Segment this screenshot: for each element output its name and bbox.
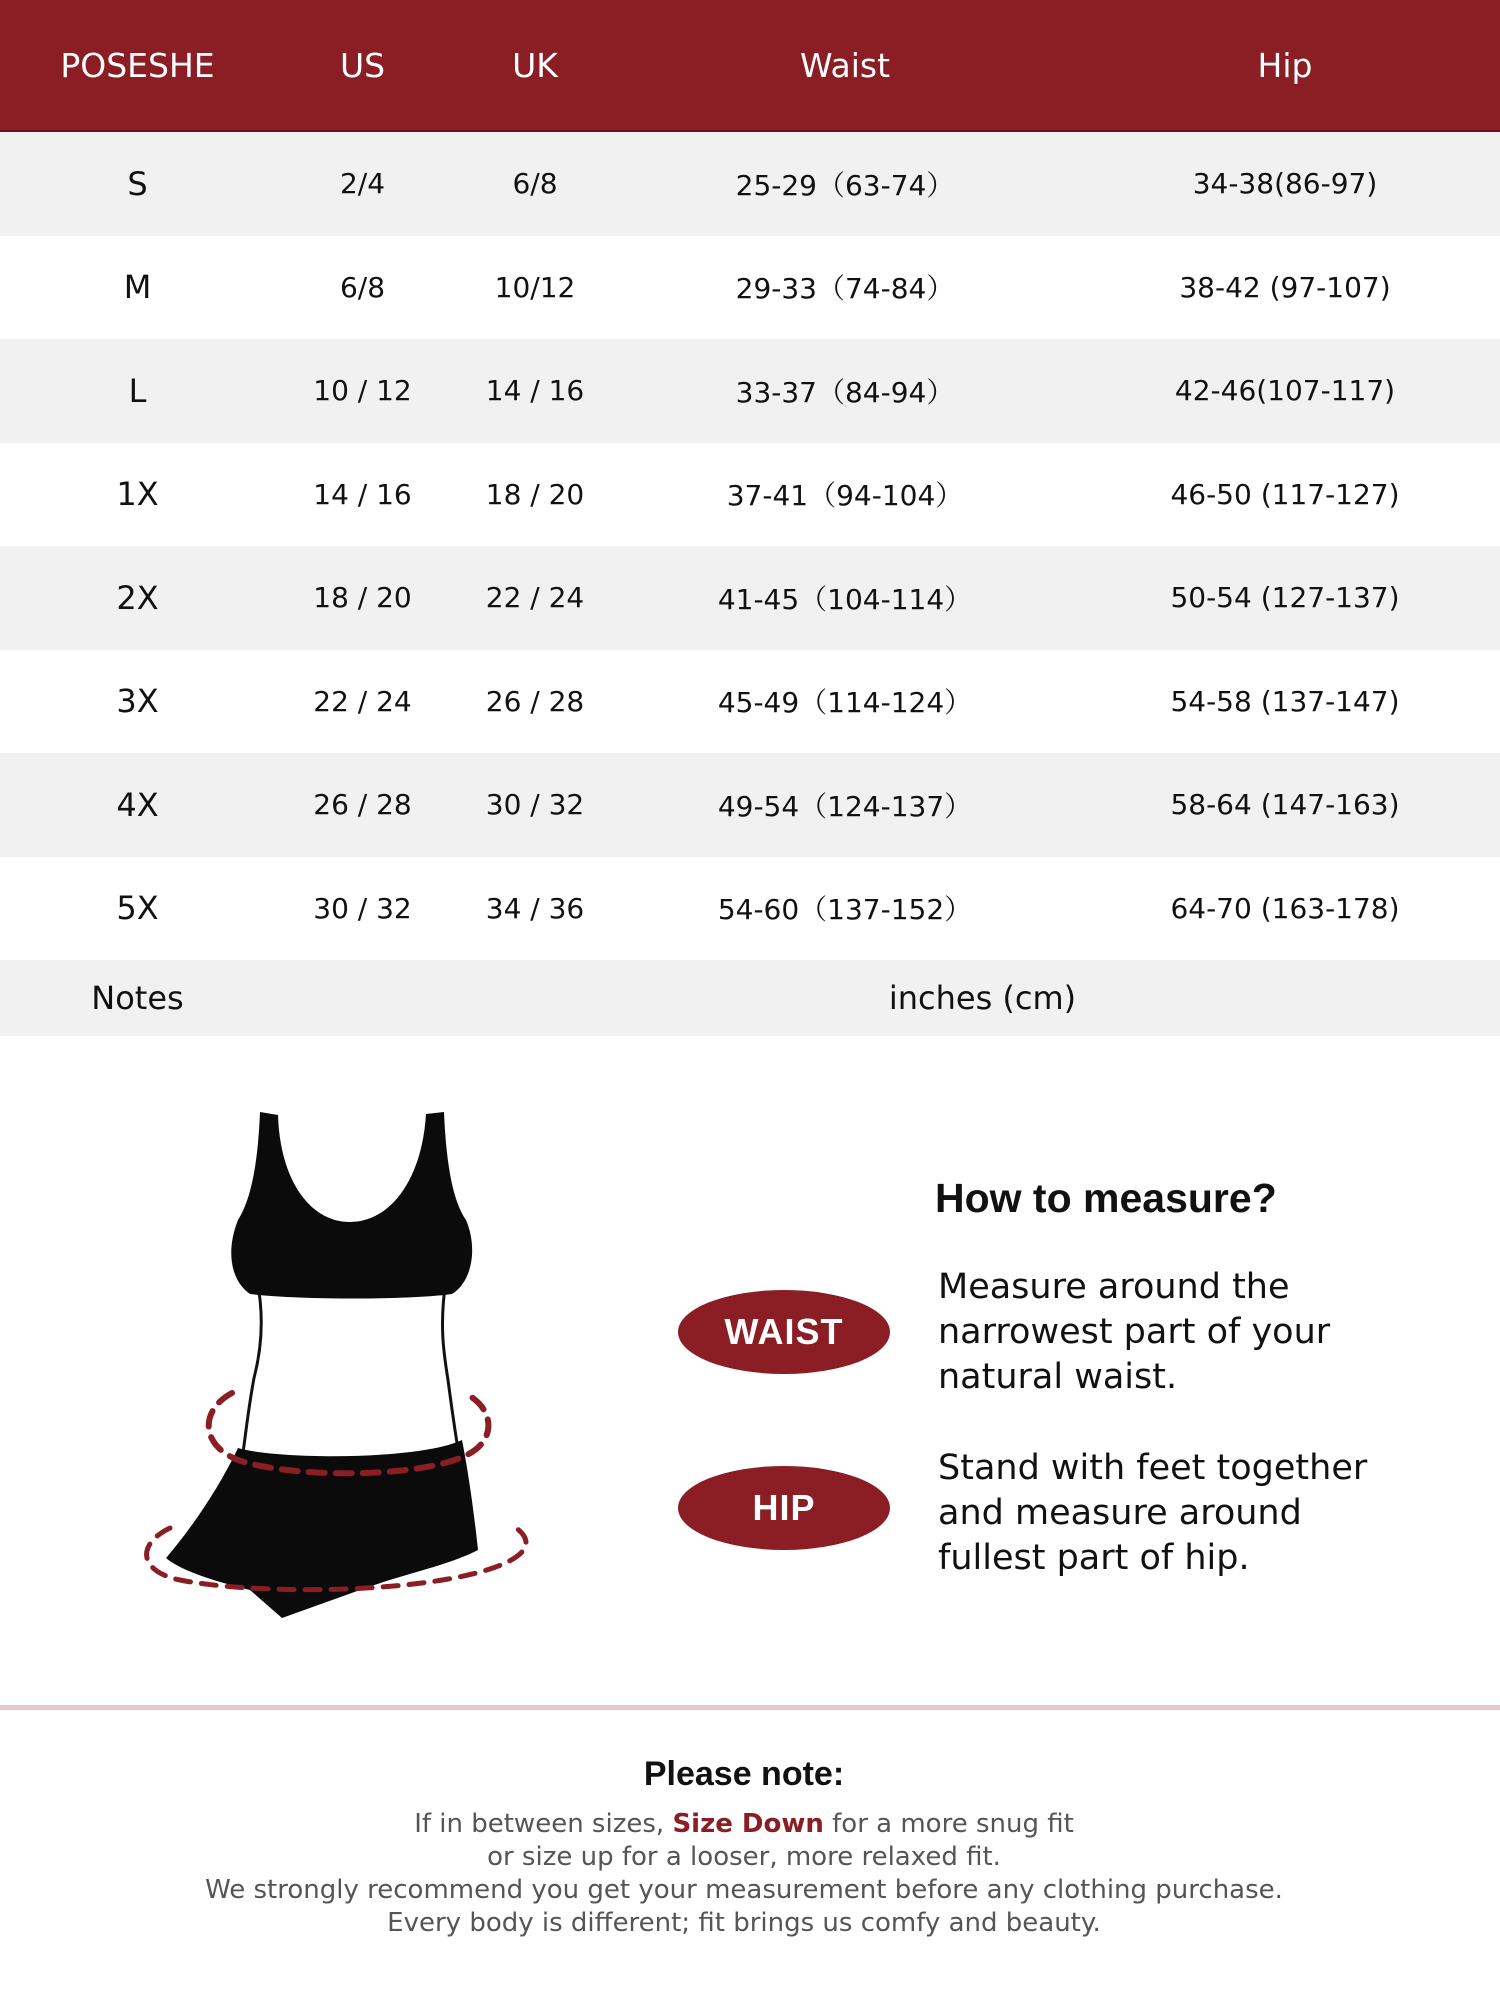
table-row xyxy=(0,339,1500,443)
uk-cell: 34 / 36 xyxy=(450,857,620,961)
note-line-1-post: for a more snug fit xyxy=(823,1809,1074,1839)
table-row xyxy=(0,443,1500,547)
note-line-1-pre: If in between sizes, xyxy=(414,1809,673,1839)
waist-cell: 45-49（114-124） xyxy=(620,650,1070,754)
header-us: US xyxy=(275,0,450,131)
notes-units: inches (cm) xyxy=(275,960,1500,1036)
body-silhouette-icon xyxy=(130,1110,570,1620)
hip-cell: 58-64 (147-163) xyxy=(1070,753,1500,857)
table-row xyxy=(0,131,1500,236)
waist-cell: 41-45（104-114） xyxy=(620,546,1070,650)
us-cell: 2/4 xyxy=(275,131,450,236)
hip-description-line: and measure around xyxy=(938,1493,1302,1533)
us-cell: 10 / 12 xyxy=(275,339,450,443)
note-line-3: We strongly recommend you get your measurement before any clothing purchase. xyxy=(205,1875,1283,1905)
hip-cell: 42-46(107-117) xyxy=(1070,339,1500,443)
hip-badge-label: HIP xyxy=(752,1487,816,1528)
hip-description-line: Stand with feet together xyxy=(938,1448,1368,1488)
waist-description xyxy=(938,1265,1378,1400)
size-cell: 5X xyxy=(0,857,275,961)
notes-label: Notes xyxy=(0,960,275,1036)
waist-cell: 29-33（74-84） xyxy=(620,236,1070,340)
header-uk: UK xyxy=(450,0,620,131)
us-cell: 26 / 28 xyxy=(275,753,450,857)
size-cell: 3X xyxy=(0,650,275,754)
waist-description-line: natural waist. xyxy=(938,1357,1178,1397)
waist-badge xyxy=(678,1290,890,1374)
note-line-4: Every body is different; fit brings us comfy and beauty. xyxy=(387,1908,1101,1938)
table-row xyxy=(0,650,1500,754)
table-row xyxy=(0,236,1500,340)
us-cell: 22 / 24 xyxy=(275,650,450,754)
waist-cell: 49-54（124-137） xyxy=(620,753,1070,857)
table-row xyxy=(0,753,1500,857)
size-cell: 2X xyxy=(0,546,275,650)
uk-cell: 30 / 32 xyxy=(450,753,620,857)
hip-badge xyxy=(678,1466,890,1550)
hip-cell: 38-42 (97-107) xyxy=(1070,236,1500,340)
uk-cell: 14 / 16 xyxy=(450,339,620,443)
size-cell: M xyxy=(0,236,275,340)
please-note-text xyxy=(0,1808,1488,1940)
us-cell: 6/8 xyxy=(275,236,450,340)
table-header-row xyxy=(0,0,1500,131)
size-down-highlight: Size Down xyxy=(672,1809,824,1839)
header-waist: Waist xyxy=(620,0,1070,131)
size-cell: L xyxy=(0,339,275,443)
hip-cell: 34-38(86-97) xyxy=(1070,131,1500,236)
waist-cell: 33-37（84-94） xyxy=(620,339,1070,443)
hip-description xyxy=(938,1446,1378,1581)
waist-description-line: narrowest part of your xyxy=(938,1312,1331,1352)
size-cell: 1X xyxy=(0,443,275,547)
size-cell: 4X xyxy=(0,753,275,857)
waist-cell: 54-60（137-152） xyxy=(620,857,1070,961)
waist-badge-label: WAIST xyxy=(724,1311,844,1352)
us-cell: 30 / 32 xyxy=(275,857,450,961)
header-brand: POSESHE xyxy=(0,0,275,131)
note-line-2: or size up for a looser, more relaxed fit. xyxy=(487,1842,1001,1872)
us-cell: 14 / 16 xyxy=(275,443,450,547)
uk-cell: 22 / 24 xyxy=(450,546,620,650)
hip-description-line: fullest part of hip. xyxy=(938,1538,1250,1578)
section-divider xyxy=(0,1705,1500,1710)
note-line-1 xyxy=(0,1808,1488,1841)
hip-cell: 64-70 (163-178) xyxy=(1070,857,1500,961)
us-cell: 18 / 20 xyxy=(275,546,450,650)
uk-cell: 6/8 xyxy=(450,131,620,236)
waist-description-line: Measure around the xyxy=(938,1267,1290,1307)
uk-cell: 18 / 20 xyxy=(450,443,620,547)
notes-row xyxy=(0,960,1500,1036)
header-hip: Hip xyxy=(1070,0,1500,131)
how-to-measure-title: How to measure? xyxy=(935,1175,1277,1221)
uk-cell: 10/12 xyxy=(450,236,620,340)
table-row xyxy=(0,857,1500,961)
size-cell: S xyxy=(0,131,275,236)
table-row xyxy=(0,546,1500,650)
hip-cell: 54-58 (137-147) xyxy=(1070,650,1500,754)
hip-cell: 50-54 (127-137) xyxy=(1070,546,1500,650)
hip-cell: 46-50 (117-127) xyxy=(1070,443,1500,547)
please-note-title: Please note: xyxy=(643,1755,845,1793)
uk-cell: 26 / 28 xyxy=(450,650,620,754)
waist-cell: 37-41（94-104） xyxy=(620,443,1070,547)
waist-cell: 25-29（63-74） xyxy=(620,131,1070,236)
